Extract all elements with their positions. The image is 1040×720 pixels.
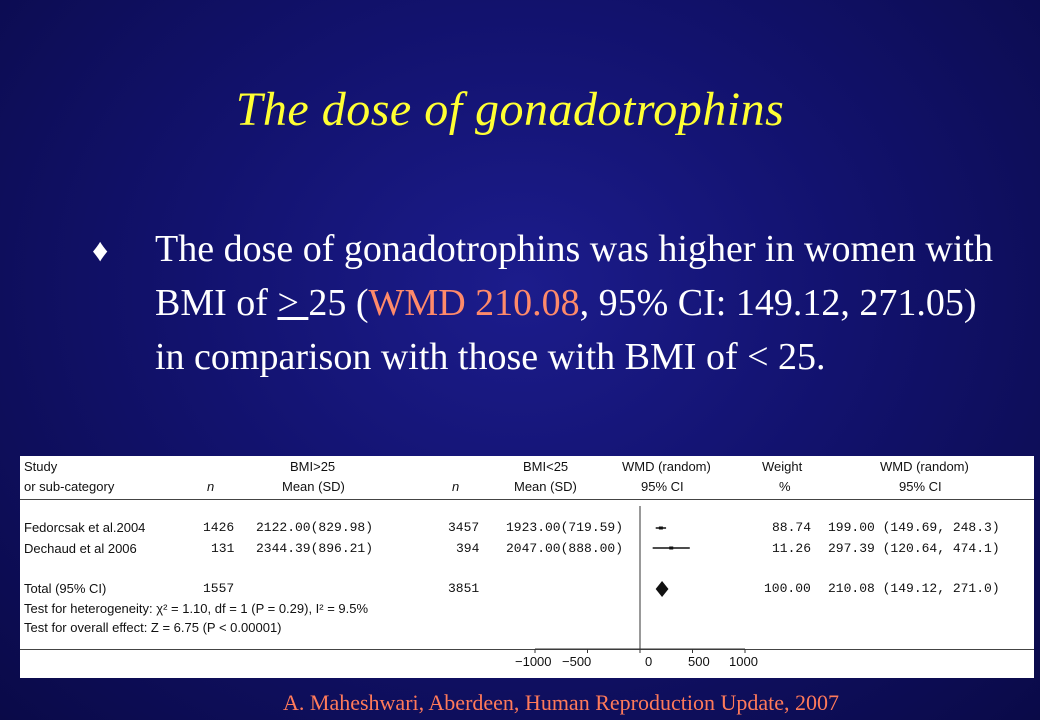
slide-title: The dose of gonadotrophins: [235, 83, 785, 136]
overall-effect-test: Test for overall effect: Z = 6.75 (P < 0.00001): [24, 620, 282, 635]
total-wmd: 210.08 (149.12, 271.0): [828, 581, 1000, 596]
axis-tick-label: 500: [688, 654, 710, 669]
axis-tick-label: 1000: [729, 654, 758, 669]
header-subcategory: or sub-category: [24, 479, 115, 494]
heterogeneity-test: Test for heterogeneity: χ² = 1.10, df = 1 (P = 0.29), I² = 9.5%: [24, 601, 369, 616]
header-n1: n: [207, 479, 215, 494]
row-wmd: 199.00 (149.69, 248.3): [828, 520, 1000, 535]
header-ci-plot: 95% CI: [641, 479, 684, 494]
row-mean1: 2344.39(896.21): [256, 541, 374, 556]
header-group2: BMI<25: [523, 459, 569, 474]
header-group1: BMI>25: [290, 459, 336, 474]
ge-symbol: >: [277, 282, 309, 324]
header-mean1: Mean (SD): [282, 479, 345, 494]
row-wmd: 297.39 (120.64, 474.1): [828, 541, 1000, 556]
row-weight: 11.26: [772, 541, 812, 556]
bullet-part3: , 95% CI: 149.12, 271.05) in comparison with those with BMI of < 25.: [155, 282, 977, 378]
row-n2: 3457: [448, 520, 480, 535]
header-wmd-plot: WMD (random): [622, 459, 711, 474]
bullet-part2: 25 (: [308, 282, 369, 324]
axis-tick-label: 0: [645, 654, 653, 669]
axis-tick-label: −1000: [515, 654, 552, 669]
header-pct: %: [779, 479, 791, 494]
row-n2: 394: [456, 541, 480, 556]
total-n1: 1557: [203, 581, 235, 596]
row-n1: 1426: [203, 520, 235, 535]
header-n2: n: [452, 479, 460, 494]
row-weight: 88.74: [772, 520, 812, 535]
row-mean2: 2047.00(888.00): [506, 541, 624, 556]
row-mean1: 2122.00(829.98): [256, 520, 374, 535]
pooled-diamond: [656, 581, 669, 597]
wmd-highlight: WMD 210.08: [368, 282, 580, 324]
total-n2: 3851: [448, 581, 480, 596]
row-study: Dechaud et al 2006: [24, 541, 137, 556]
bullet-part1: The dose of gonadotrophins was higher in women with BMI of: [155, 228, 993, 324]
row-mean2: 1923.00(719.59): [506, 520, 624, 535]
header-weight: Weight: [762, 459, 803, 474]
header-study: Study: [24, 459, 58, 474]
citation: A. Maheshwari, Aberdeen, Human Reproduction Update, 2007: [283, 690, 839, 715]
study-effect-marker: [659, 527, 663, 530]
total-weight: 100.00: [764, 581, 811, 596]
bullet-diamond-icon: ♦: [92, 232, 109, 268]
total-label: Total (95% CI): [24, 581, 107, 596]
header-ci-num: 95% CI: [899, 479, 942, 494]
header-wmd-num: WMD (random): [880, 459, 969, 474]
row-n1: 131: [211, 541, 235, 556]
row-study: Fedorcsak et al.2004: [24, 520, 146, 535]
forest-plot: [20, 456, 1034, 678]
header-mean2: Mean (SD): [514, 479, 577, 494]
forest-plot-table: [20, 456, 1034, 678]
bullet-text: [155, 222, 995, 384]
study-effect-marker: [669, 547, 673, 550]
axis-tick-label: −500: [562, 654, 592, 669]
